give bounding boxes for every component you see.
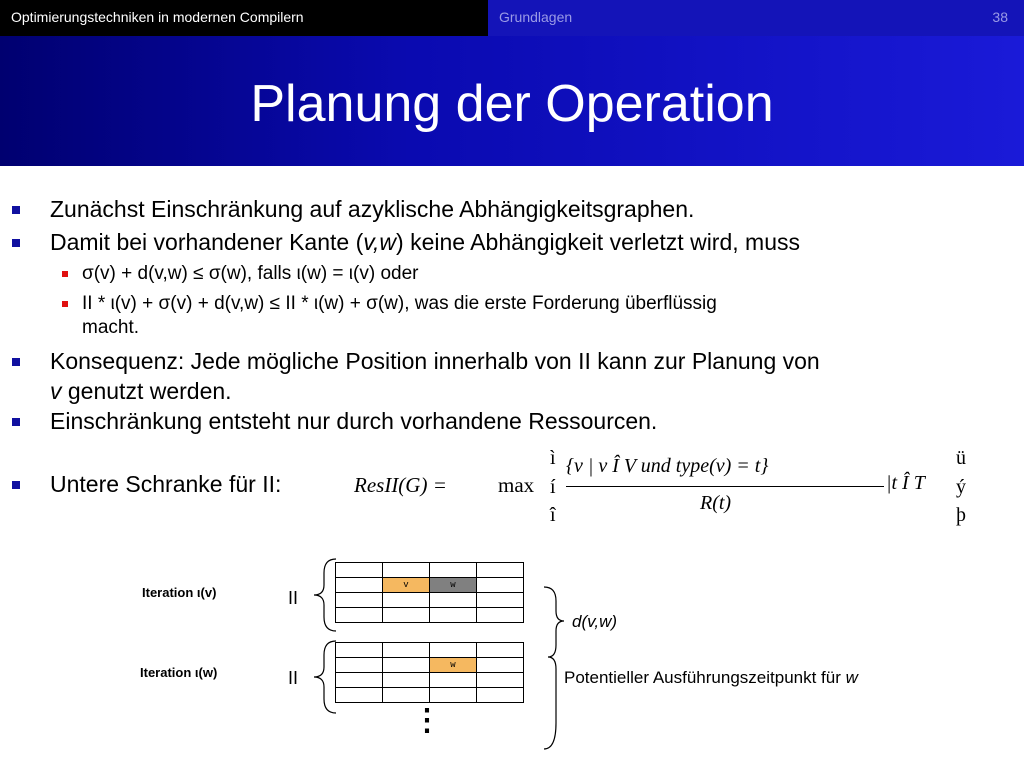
- sub-bullet-1-text: σ(v) + d(v,w) ≤ σ(w), falls ι(w) = ι(v) oder: [82, 263, 419, 284]
- label-iteration-v: Iteration ι(v): [142, 585, 217, 600]
- formula-numerator: {v | v Î V und type(v) = t}: [566, 455, 769, 477]
- potential-label: Potentieller Ausführungszeitpunkt für w: [564, 668, 858, 687]
- course-title: Optimierungstechniken in modernen Compilern: [0, 0, 488, 36]
- bullet-square: [12, 481, 20, 489]
- fraction-bar: [566, 486, 884, 487]
- section-title: Grundlagen: [499, 9, 573, 25]
- formula-brace-right-mid: ý: [956, 476, 966, 498]
- sub-bullet-square: [62, 271, 68, 277]
- schedule-grid-bottom: [335, 642, 524, 703]
- formula-brace-left-bot: î: [550, 504, 556, 526]
- formula-lhs: ResII(G) =: [354, 473, 447, 497]
- cell-w: w: [430, 578, 477, 593]
- ii-label-top: II: [288, 588, 299, 608]
- ellipsis: ⋮: [412, 704, 442, 737]
- cell-v: v: [383, 578, 430, 593]
- bullet-4-text: Einschränkung entsteht nur durch vorhandene Ressourcen.: [50, 408, 658, 434]
- formula-max: max: [498, 473, 535, 497]
- title-bar: [0, 36, 1024, 166]
- formula-brace-right-top: ü: [956, 447, 966, 469]
- cell-w-candidate: w: [430, 658, 477, 673]
- header-right: [488, 0, 1024, 36]
- bullet-square: [12, 358, 20, 366]
- formula-brace-right-bot: þ: [956, 504, 966, 526]
- bullet-3-text: Konsequenz: Jede mögliche Position innerhalb von II kann zur Planung von: [50, 348, 820, 374]
- ii-label-bottom: II: [288, 668, 299, 688]
- page-number: 38: [992, 9, 1008, 25]
- bullet-square: [12, 239, 20, 247]
- header-bar: [0, 0, 1024, 36]
- bullet-3-text-cont: v genutzt werden.: [50, 378, 232, 404]
- label-iteration-w: Iteration ι(w): [140, 665, 218, 680]
- bullet-5-text: Untere Schranke für II:: [50, 471, 282, 497]
- formula-brace-left-mid: í: [550, 476, 556, 498]
- sub-bullet-2-text: II * ι(v) + σ(v) + d(v,w) ≤ II * ι(w) + σ(w), was die erste Forderung überflüssig: [82, 293, 717, 314]
- bullet-2-text: Damit bei vorhandener Kante (v,w) keine Abhängigkeit verletzt wird, muss: [50, 229, 800, 255]
- formula-condition: |t Î T: [886, 472, 925, 494]
- schedule-grid-top: [335, 562, 524, 623]
- bullet-square: [12, 418, 20, 426]
- formula-brace-left-top: ì: [550, 447, 556, 469]
- bullet-1-text: Zunächst Einschränkung auf azyklische Abhängigkeitsgraphen.: [50, 196, 695, 222]
- d-vw-label: d(v,w): [572, 612, 618, 631]
- sub-bullet-2-text-cont: macht.: [82, 317, 140, 338]
- formula-denominator: R(t): [700, 492, 732, 514]
- slide-title: Planung der Operation: [250, 75, 774, 133]
- bullet-square: [12, 206, 20, 214]
- sub-bullet-square: [62, 301, 68, 307]
